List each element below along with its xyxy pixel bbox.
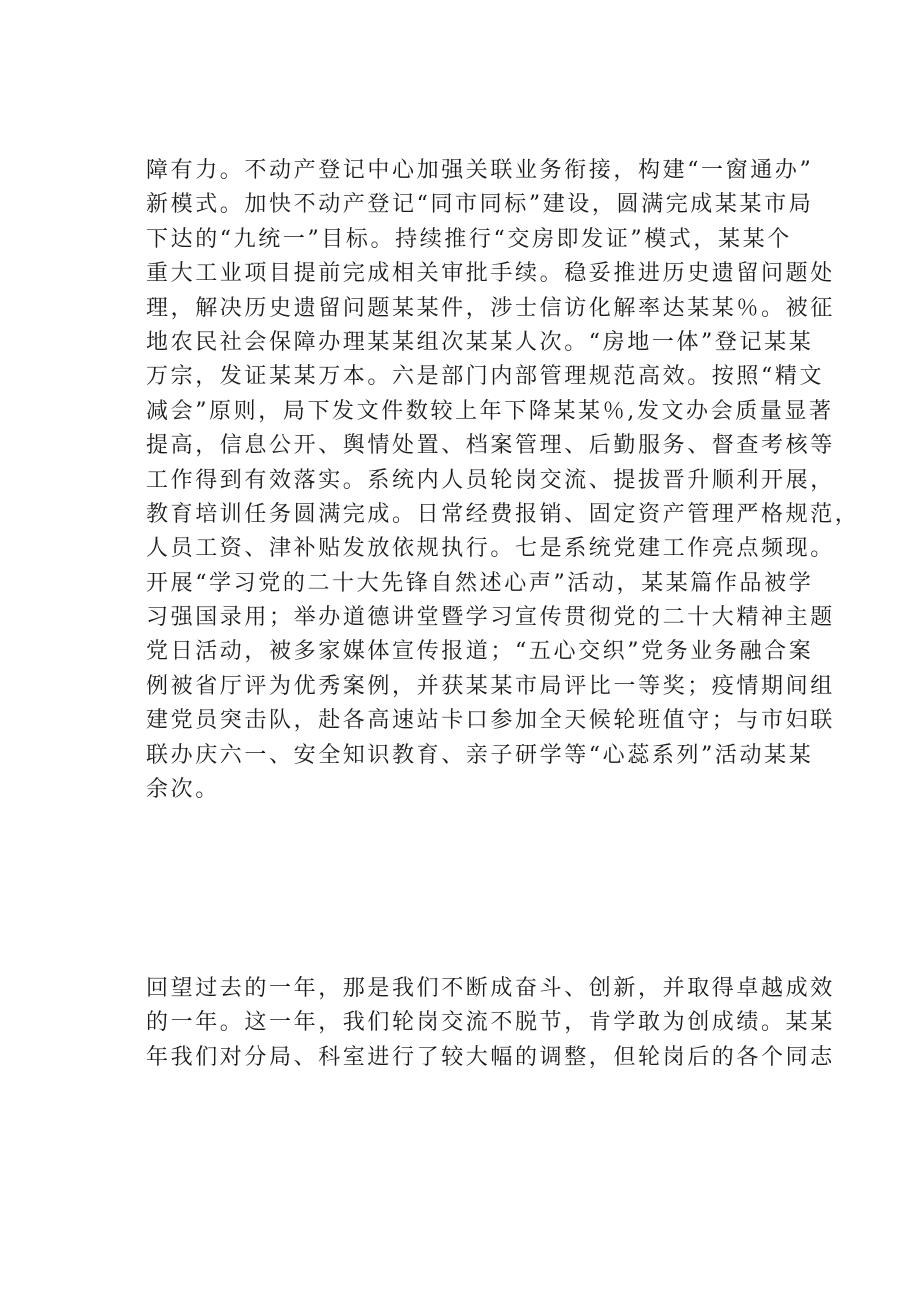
text-line: 联办庆六一、安全知识教育、亲子研学等“心蕊系列”活动某某 — [146, 742, 814, 768]
text-line: 提高，信息公开、舆情处置、档案管理、后勤服务、督查考核等 — [146, 433, 835, 459]
text-line: 万宗，发证某某万本。六是部门内部管理规范高效。按照“精文 — [146, 364, 825, 390]
text-line: 工作得到有效落实。系统内人员轮岗交流、提拔晋升顺利开展， — [146, 467, 835, 493]
text-line: 人员工资、津补贴发放依规执行。七是系统党建工作亮点频现。 — [146, 536, 835, 562]
text-line: 教育培训任务圆满完成。日常经费报销、固定资产管理严格规范， — [146, 501, 860, 527]
text-line: 习强国录用；举办道德讲堂暨学习宣传贯彻党的二十大精神主题 — [146, 605, 835, 631]
text-line: 地农民社会保障办理某某组次某某人次。“房地一体”登记某某 — [146, 329, 814, 355]
paragraph-1 — [146, 154, 860, 807]
text-line: 重大工业项目提前完成相关审批手续。稳妥推进历史遗留问题处 — [146, 261, 835, 287]
text-line: 年我们对分局、科室进行了较大幅的调整，但轮岗后的各个同志 — [146, 1044, 835, 1070]
paragraph-2 — [146, 972, 835, 1075]
text-line: 开展“学习党的二十大先锋自然述心声”活动，某某篇作品被学 — [146, 570, 814, 596]
text-line: 新模式。加快不动产登记“同市同标”建设，圆满完成某某市局 — [146, 192, 814, 218]
text-line: 减会”原则，局下发文件数较上年下降某某％,发文办会质量显著 — [146, 398, 834, 424]
text-line: 余次。 — [146, 777, 220, 803]
text-line: 理，解决历史遗留问题某某件，涉士信访化解率达某某％。被征 — [146, 295, 835, 321]
text-line: 下达的“九统一”目标。持续推行“交房即发证”模式，某某个 — [146, 226, 792, 252]
text-line: 建党员突击队，赴各高速站卡口参加全天候轮班值守；与市妇联 — [146, 708, 835, 734]
text-line: 回望过去的一年，那是我们不断成奋斗、创新，并取得卓越成效 — [146, 976, 835, 1001]
text-line: 障有力。不动产登记中心加强关联业务衔接，构建“一窗通办” — [146, 158, 814, 183]
text-line: 例被省厅评为优秀案例，并获某某市局评比一等奖；疫情期间组 — [146, 673, 835, 699]
text-line: 党日活动，被多家媒体宣传报道；“五心交织”党务业务融合案 — [146, 639, 814, 665]
text-line: 的一年。这一年，我们轮岗交流不脱节，肯学敢为创成绩。某某 — [146, 1010, 835, 1036]
